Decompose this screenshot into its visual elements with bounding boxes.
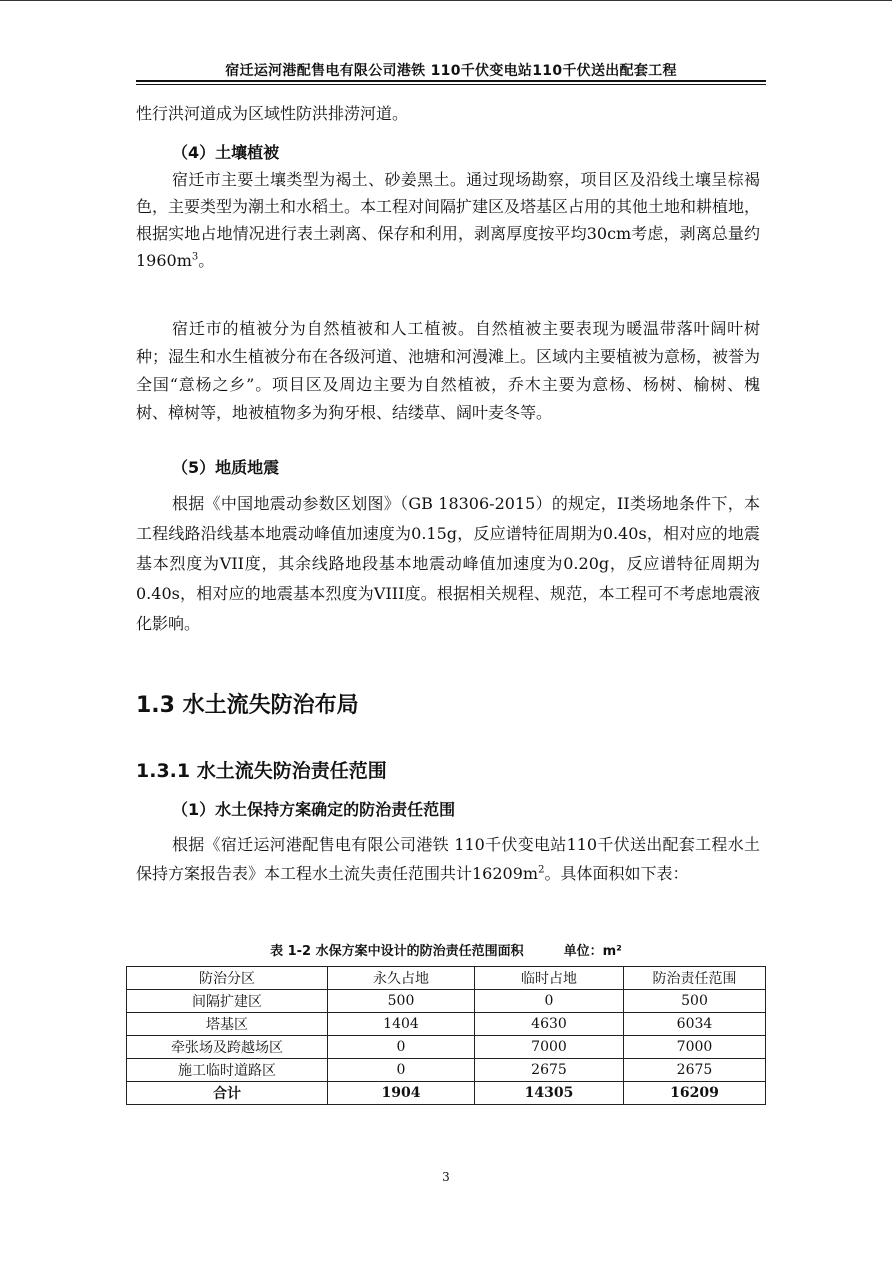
subheading-responsibility: （1）水土保持方案确定的防治责任范围 (172, 800, 456, 819)
subheading-soil: （4）土壤植被 (172, 143, 280, 162)
table-cell: 4630 (475, 1013, 624, 1036)
paragraph-responsibility-end: 。具体面积如下表： (544, 864, 689, 883)
header-rule-thick (136, 80, 766, 82)
page-header: 宿迁运河港配售电有限公司港铁 110千伏变电站110千伏送出配套工程 (225, 63, 677, 79)
table-caption (126, 940, 766, 959)
table-header-cell: 防治分区 (127, 967, 328, 990)
table-cell: 500 (328, 990, 475, 1013)
table-cell: 0 (328, 1059, 475, 1082)
table-cell: 0 (328, 1036, 475, 1059)
paragraph-responsibility (136, 830, 760, 888)
table-cell: 14305 (475, 1082, 624, 1105)
table-total-row (127, 1082, 766, 1105)
paragraph-flood: 性行洪河道成为区域性防洪排涝河道。 (136, 104, 409, 123)
page-number: 3 (442, 1170, 450, 1184)
table-cell: 牵张场及跨越场区 (127, 1036, 328, 1059)
table-row (127, 1013, 766, 1036)
table-cell: 7000 (624, 1036, 766, 1059)
table-cell: 1404 (328, 1013, 475, 1036)
table-caption-text: 表 1-2 水保方案中设计的防治责任范围面积 (270, 944, 524, 959)
table-cell: 16209 (624, 1082, 766, 1105)
superscript-3: 3 (191, 251, 199, 263)
table-row (127, 990, 766, 1013)
section-title-1-3-1: 1.3.1 水土流失防治责任范围 (136, 760, 387, 782)
table-header-cell: 临时占地 (475, 967, 624, 990)
responsibility-area-table (126, 966, 766, 1105)
section-title-1-3: 1.3 水土流失防治布局 (136, 693, 359, 718)
table-cell: 500 (624, 990, 766, 1013)
paragraph-responsibility-text: 根据《宿迁运河港配售电有限公司港铁 110千伏变电站110千伏送出配套工程水土保持方案报告表》本工程水土流失责任范围共计16209m (136, 835, 760, 883)
paragraph-soil-text: 宿迁市主要土壤类型为褐土、砂姜黑土。通过现场勘察，项目区及沿线土壤呈棕褐色，主要类型为潮土和水稻土。本工程对间隔扩建区及塔基区占用的其他土地和耕植地，根据实地占地情况进行表土剥离、保存和利用，剥离厚度按平均30cm考虑，剥离总量约1960m (136, 170, 761, 270)
table-cell: 2675 (624, 1059, 766, 1082)
table-cell: 7000 (475, 1036, 624, 1059)
table-cell: 塔基区 (127, 1013, 328, 1036)
table-cell: 合计 (127, 1082, 328, 1105)
table-cell: 间隔扩建区 (127, 990, 328, 1013)
superscript-2: 2 (538, 864, 545, 876)
table-header-cell: 永久占地 (328, 967, 475, 990)
table-unit: 单位：m² (563, 944, 622, 959)
paragraph-soil-end: 。 (198, 251, 215, 270)
subheading-geology: （5）地质地震 (172, 458, 280, 477)
paragraph-earthquake: 根据《中国地震动参数区划图》（GB 18306-2015）的规定，II类场地条件下，本工程线路沿线基本地震动峰值加速度为0.15g，反应谱特征周期为0.40s，相对应的地震基本烈度为VII度，其余线路地段基本地震动峰值加速度为0.20g，反应谱特征周期为0.40s，相对应的地震基本烈度为VIII度。根据相关规程、规范，本工程可不考虑地震液化影响。 (136, 494, 760, 633)
top-border (0, 0, 892, 1)
table-cell: 1904 (328, 1082, 475, 1105)
table-header-row (127, 967, 766, 990)
table-cell: 2675 (475, 1059, 624, 1082)
table-row (127, 1036, 766, 1059)
paragraph-vegetation: 宿迁市的植被分为自然植被和人工植被。自然植被主要表现为暖温带落叶阔叶树种；湿生和水生植被分布在各级河道、池塘和河漫滩上。区域内主要植被为意杨，被誉为全国“意杨之乡”。项目区及周边主要为自然植被，乔木主要为意杨、杨树、榆树、槐树、樟树等，地被植物多为狗牙根、结缕草、阔叶麦冬等。 (136, 319, 761, 422)
paragraph-soil (136, 166, 760, 274)
table-cell: 0 (475, 990, 624, 1013)
header-rule-thin (136, 84, 766, 85)
table-cell: 6034 (624, 1013, 766, 1036)
table-cell: 施工临时道路区 (127, 1059, 328, 1082)
table-row (127, 1059, 766, 1082)
table-header-cell: 防治责任范围 (624, 967, 766, 990)
